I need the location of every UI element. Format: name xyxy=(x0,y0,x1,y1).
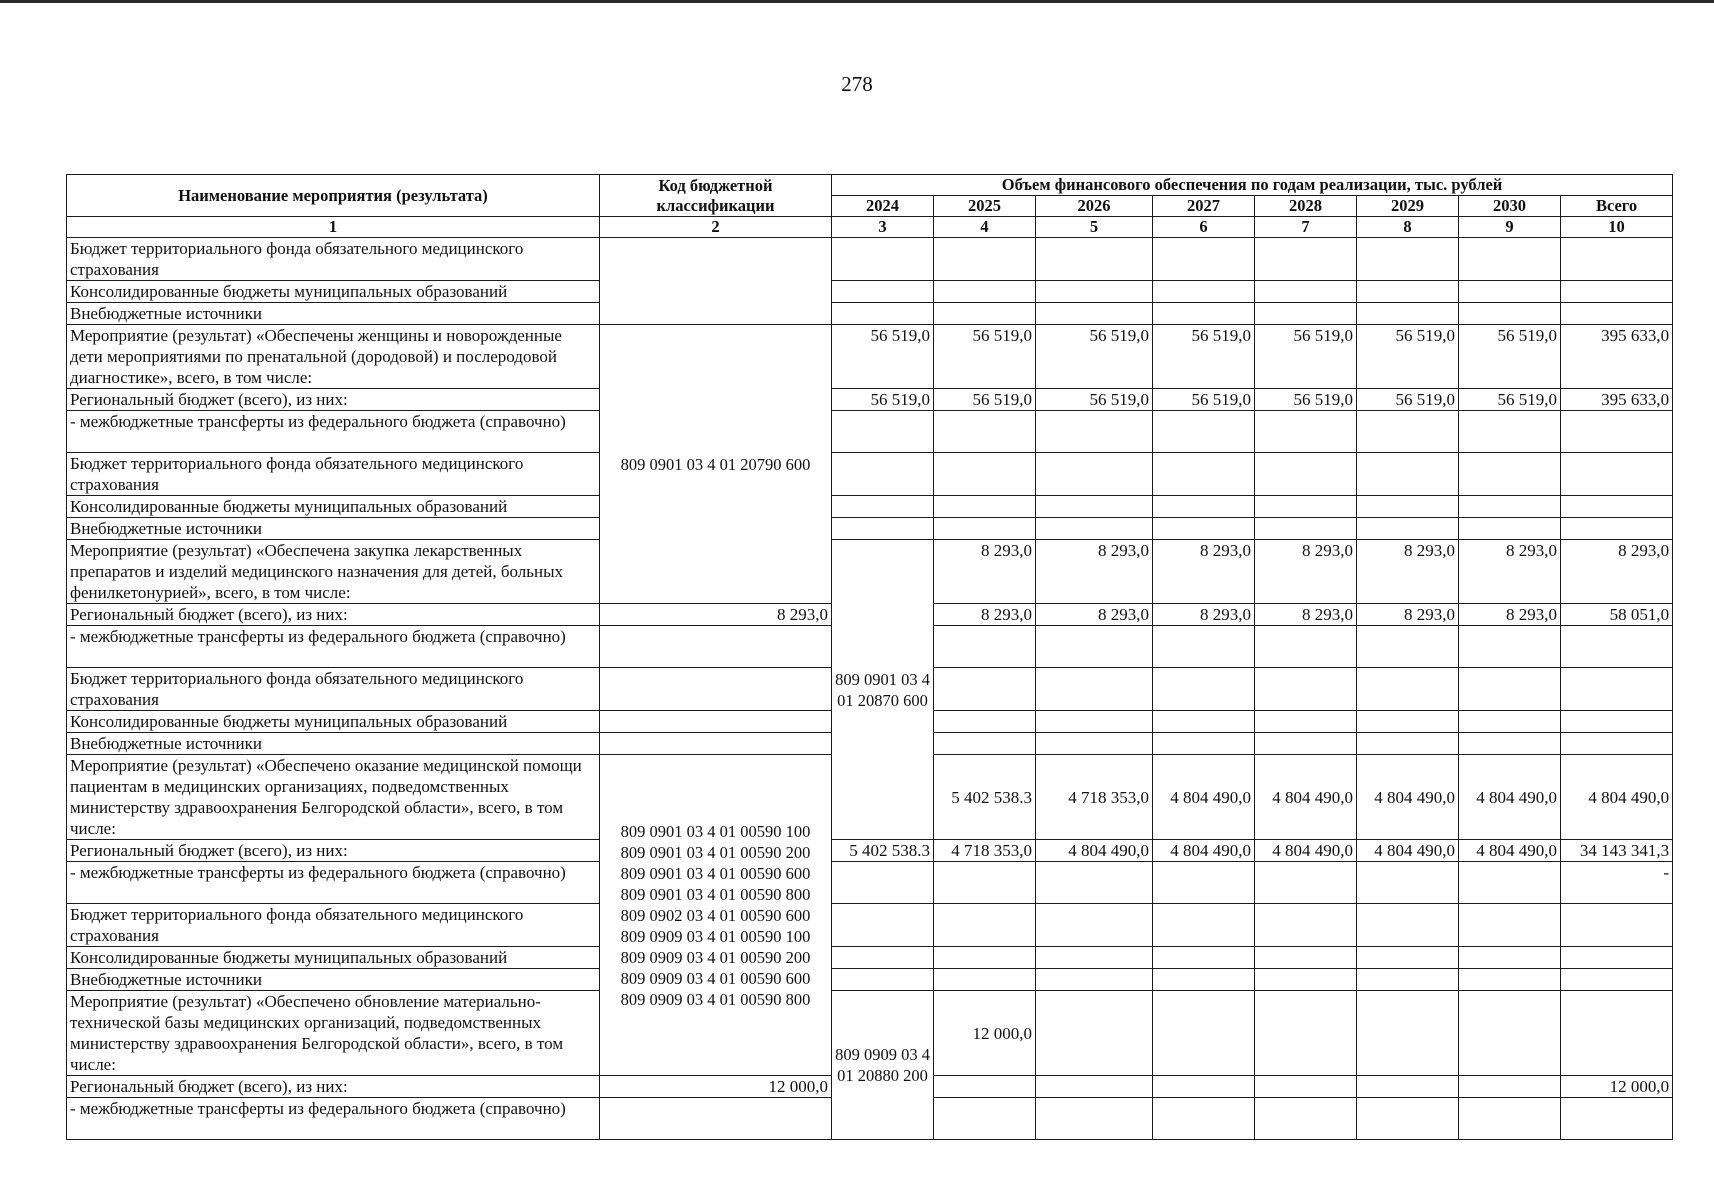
row-name: Региональный бюджет (всего), из них: xyxy=(67,389,600,411)
budget-code: 809 0909 03 4 01 00590 600 xyxy=(620,968,811,988)
value-cell: 56 519,0 xyxy=(1357,389,1459,411)
table-row-event xyxy=(67,540,1673,604)
total-cell: 34 143 341,3 xyxy=(1561,840,1673,862)
value-cell: 8 293,0 xyxy=(1357,540,1459,604)
row-name: Консолидированные бюджеты муниципальных образований xyxy=(67,711,600,733)
budget-code: 809 0901 03 4 01 00590 200 xyxy=(620,842,811,862)
budget-code: 809 0901 03 4 01 00590 600 xyxy=(620,863,811,883)
col-number: 8 xyxy=(1357,217,1459,238)
col-number: 1 xyxy=(67,217,600,238)
value-cell: 56 519,0 xyxy=(934,325,1036,389)
value-cell: 4 804 490,0 xyxy=(1153,840,1255,862)
value-cell: 8 293,0 xyxy=(1153,540,1255,604)
budget-code: 809 0902 03 4 01 00590 600 xyxy=(620,905,811,925)
col-number: 10 xyxy=(1561,217,1673,238)
row-name: - межбюджетные трансферты из федерального бюджета (справочно) xyxy=(67,411,600,453)
value-cell: 8 293,0 xyxy=(1561,540,1673,604)
table-row xyxy=(67,496,1673,518)
row-name: Консолидированные бюджеты муниципальных образований xyxy=(67,281,600,303)
value-cell: 56 519,0 xyxy=(1153,389,1255,411)
value-cell: 8 293,0 xyxy=(1357,604,1459,626)
value-cell: 5 402 538.3 xyxy=(832,840,934,862)
value-cell: 4 804 490,0 xyxy=(1357,840,1459,862)
value-cell: 8 293,0 xyxy=(1255,540,1357,604)
table-row xyxy=(67,947,1673,969)
row-name: - межбюджетные трансферты из федерального бюджета (справочно) xyxy=(67,862,600,904)
value-cell: 56 519,0 xyxy=(1255,389,1357,411)
col-number: 7 xyxy=(1255,217,1357,238)
budget-code: 809 0901 03 4 01 00590 100 xyxy=(620,821,811,841)
table-row xyxy=(67,453,1673,496)
table-row-event xyxy=(67,325,1673,389)
header-volume: Объем финансового обеспечения по годам реализации, тыс. рублей xyxy=(832,175,1673,196)
header-year-2030: 2030 xyxy=(1459,196,1561,217)
table-row xyxy=(67,862,1673,904)
value-cell: 8 293,0 xyxy=(1036,604,1153,626)
value-cell: 4 804 490,0 xyxy=(1357,755,1459,840)
row-name: Региональный бюджет (всего), из них: xyxy=(67,1076,600,1098)
table-row xyxy=(67,389,1673,411)
table-row xyxy=(67,904,1673,947)
row-name: Внебюджетные источники xyxy=(67,733,600,755)
col-number: 3 xyxy=(832,217,934,238)
value-cell: 8 293,0 xyxy=(934,540,1036,604)
budget-code: 809 0901 03 4 01 20790 600 xyxy=(600,325,832,604)
value-cell: 4 804 490,0 xyxy=(1459,840,1561,862)
value-cell: 8 293,0 xyxy=(1459,540,1561,604)
value-cell: 56 519,0 xyxy=(832,325,934,389)
value-cell: 8 293,0 xyxy=(1153,604,1255,626)
header-year-2028: 2028 xyxy=(1255,196,1357,217)
row-name: Региональный бюджет (всего), из них: xyxy=(67,604,600,626)
value-cell: 8 293,0 xyxy=(600,604,832,626)
row-name: Внебюджетные источники xyxy=(67,518,600,540)
table-row xyxy=(67,411,1673,453)
col-number: 5 xyxy=(1036,217,1153,238)
total-cell: - xyxy=(1561,862,1673,904)
header-year-2026: 2026 xyxy=(1036,196,1153,217)
value-cell: 4 718 353,0 xyxy=(1036,755,1153,840)
value-cell: 4 804 490,0 xyxy=(1153,755,1255,840)
value-cell: 56 519,0 xyxy=(934,389,1036,411)
total-cell: 58 051,0 xyxy=(1561,604,1673,626)
event-name: Мероприятие (результат) «Обеспечено оказание медицинской помощи пациентам в медицинских организациях, подведомственных министерству здравоохранения Белгородской области», всего, в том числе: xyxy=(67,755,600,840)
table-row xyxy=(67,518,1673,540)
value-cell: 8 293,0 xyxy=(934,604,1036,626)
col-number: 2 xyxy=(600,217,832,238)
value-cell: 4 804 490,0 xyxy=(1255,755,1357,840)
row-name: Региональный бюджет (всего), из них: xyxy=(67,840,600,862)
col-number: 4 xyxy=(934,217,1036,238)
budget-code: 809 0901 03 4 01 00590 800 xyxy=(620,884,811,904)
scan-top-edge xyxy=(0,0,1714,3)
value-cell: 5 402 538.3 xyxy=(934,755,1036,840)
row-name: - межбюджетные трансферты из федерального бюджета (справочно) xyxy=(67,1098,600,1140)
table-row xyxy=(67,303,1673,325)
value-cell: 56 519,0 xyxy=(1036,389,1153,411)
table-row xyxy=(67,840,1673,862)
value-cell: 8 293,0 xyxy=(1036,540,1153,604)
value-cell: 4 804 490,0 xyxy=(1561,755,1673,840)
header-year-2027: 2027 xyxy=(1153,196,1255,217)
row-name: Бюджет территориального фонда обязательного медицинского страхования xyxy=(67,904,600,947)
value-cell: 12 000,0 xyxy=(600,1076,832,1098)
budget-code: 809 0909 03 4 01 00590 200 xyxy=(620,947,811,967)
value-cell: 56 519,0 xyxy=(1459,325,1561,389)
budget-codes xyxy=(600,755,832,1076)
event-name: Мероприятие (результат) «Обеспечены женщины и новорожденные дети мероприятиями по пренатальной (дородовой) и послеродовой диагностике», всего, в том числе: xyxy=(67,325,600,389)
table-row xyxy=(67,238,1673,281)
value-cell: 8 293,0 xyxy=(1459,604,1561,626)
row-name: Бюджет территориального фонда обязательного медицинского страхования xyxy=(67,453,600,496)
row-name: Консолидированные бюджеты муниципальных образований xyxy=(67,496,600,518)
page-number: 278 xyxy=(841,72,873,96)
row-code xyxy=(600,238,832,325)
header-year-2024: 2024 xyxy=(832,196,934,217)
budget-code: 809 0909 03 4 01 00590 800 xyxy=(620,989,811,1009)
budget-code: 809 0909 03 4 01 20880 200 xyxy=(832,991,934,1140)
col-number: 6 xyxy=(1153,217,1255,238)
value-cell: 12 000,0 xyxy=(934,991,1036,1076)
value-cell: 4 804 490,0 xyxy=(1459,755,1561,840)
header-total: Всего xyxy=(1561,196,1673,217)
value-cell: 4 804 490,0 xyxy=(1255,840,1357,862)
value-cell: 56 519,0 xyxy=(1459,389,1561,411)
event-name: Мероприятие (результат) «Обеспечена закупка лекарственных препаратов и изделий медицинского назначения для детей, больных фенилкетонурией», всего, в том числе: xyxy=(67,540,600,604)
budget-code: 809 0901 03 4 01 20870 600 xyxy=(832,540,934,840)
value-cell: 56 519,0 xyxy=(1036,325,1153,389)
row-name: Внебюджетные источники xyxy=(67,969,600,991)
event-name: Мероприятие (результат) «Обеспечено обновление материально-технической базы медицинских организаций, подведомственных министерству здравоохранения Белгородской области», всего, в том числе: xyxy=(67,991,600,1076)
header-code: Код бюджетной классификации xyxy=(600,175,832,217)
total-cell: 395 633,0 xyxy=(1561,389,1673,411)
value-cell: 4 718 353,0 xyxy=(934,840,1036,862)
total-cell: 12 000,0 xyxy=(1561,1076,1673,1098)
value-cell: 56 519,0 xyxy=(1255,325,1357,389)
value-cell: 56 519,0 xyxy=(1153,325,1255,389)
total-cell: 395 633,0 xyxy=(1561,325,1673,389)
table-row xyxy=(67,281,1673,303)
row-name: Внебюджетные источники xyxy=(67,303,600,325)
value-cell: 8 293,0 xyxy=(1255,604,1357,626)
value-cell: 56 519,0 xyxy=(1357,325,1459,389)
row-name: - межбюджетные трансферты из федерального бюджета (справочно) xyxy=(67,626,600,668)
value-cell: 4 804 490,0 xyxy=(1036,840,1153,862)
header-year-2025: 2025 xyxy=(934,196,1036,217)
header-year-2029: 2029 xyxy=(1357,196,1459,217)
table-row xyxy=(67,969,1673,991)
row-name: Консолидированные бюджеты муниципальных образований xyxy=(67,947,600,969)
value-cell: 56 519,0 xyxy=(832,389,934,411)
col-number: 9 xyxy=(1459,217,1561,238)
table-row-event xyxy=(67,991,1673,1076)
header-name: Наименование мероприятия (результата) xyxy=(67,175,600,217)
financing-table xyxy=(66,174,1673,1140)
budget-code: 809 0909 03 4 01 00590 100 xyxy=(620,926,811,946)
row-name: Бюджет территориального фонда обязательного медицинского страхования xyxy=(67,238,600,281)
row-name: Бюджет территориального фонда обязательного медицинского страхования xyxy=(67,668,600,711)
